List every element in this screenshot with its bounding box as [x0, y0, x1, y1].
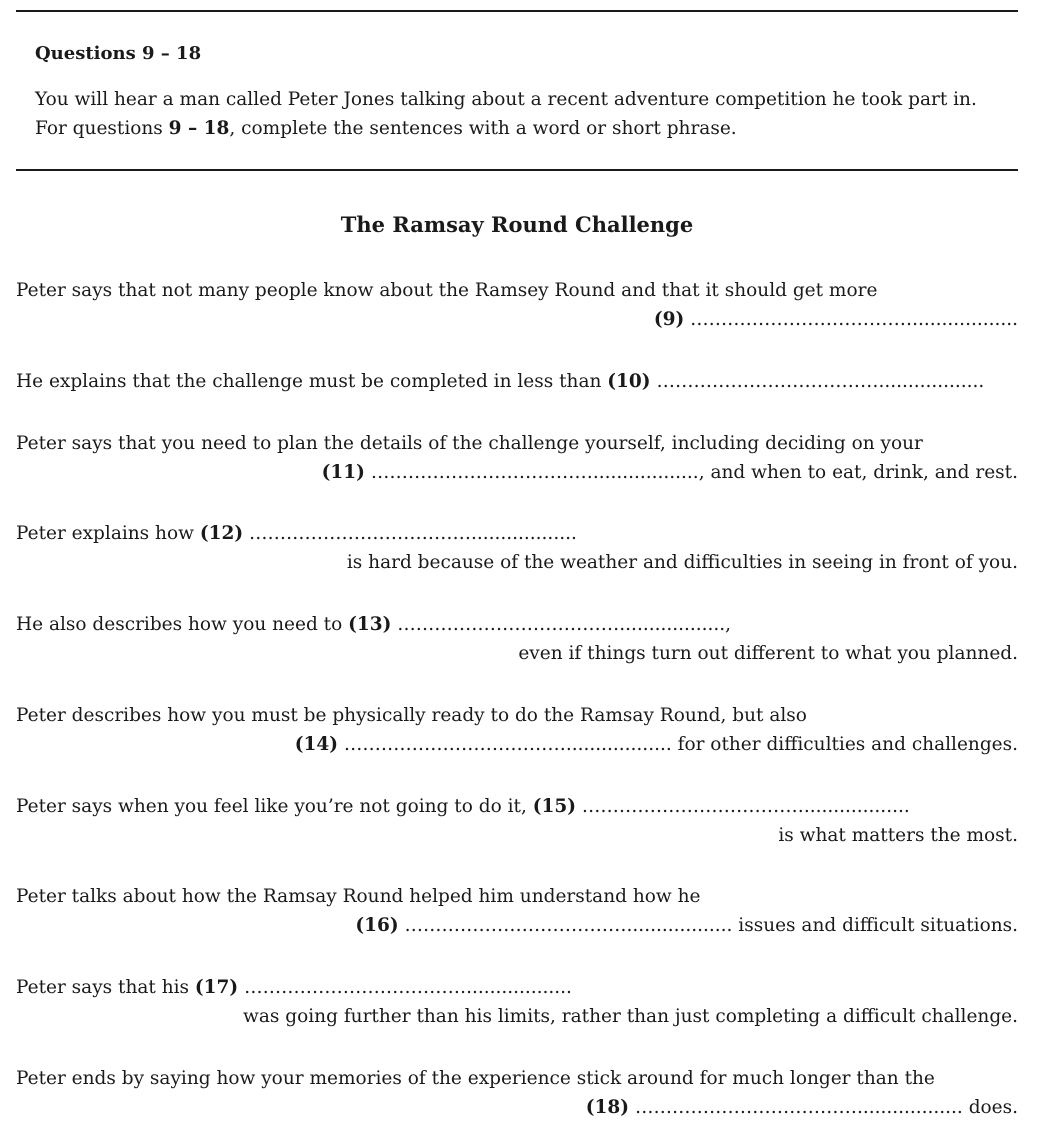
question-18-blank[interactable]: ……………………………….................. — [634, 1097, 963, 1118]
question-11-number: (11) — [321, 462, 365, 483]
question-13-text: He also describes how you need to — [16, 614, 349, 635]
question-10-number: (10) — [607, 371, 651, 392]
instructions-line-2-post: , complete the sentences with a word or short phrase. — [229, 118, 737, 139]
question-13 — [16, 610, 1018, 668]
question-12-line — [16, 519, 1018, 548]
top-divider — [16, 10, 1018, 12]
question-17-blank[interactable]: ……………………………….................. — [244, 977, 572, 998]
question-13-blank[interactable]: ……………………………….................. — [397, 614, 726, 635]
question-17-number: (17) — [194, 977, 239, 998]
question-11-after: , and when to eat, drink, and rest. — [698, 462, 1018, 483]
question-17 — [16, 973, 1018, 1031]
question-16-number: (16) — [355, 915, 399, 936]
question-13-number: (13) — [348, 614, 392, 635]
question-9-number: (9) — [653, 309, 685, 330]
question-9 — [16, 276, 1018, 334]
question-15-line — [16, 792, 1018, 821]
instructions-heading: Questions 9 – 18 — [35, 43, 202, 64]
question-16-text: Peter talks about how the Ramsay Round helped him understand how he — [16, 886, 701, 907]
question-16-answer-line — [16, 911, 1018, 940]
question-11 — [16, 429, 1018, 487]
question-17-line — [16, 973, 1018, 1002]
question-9-text: Peter says that not many people know about the Ramsey Round and that it should get more — [16, 280, 878, 301]
question-9-blank[interactable]: ……………………………….................. — [690, 309, 1018, 330]
question-12-number: (12) — [199, 523, 244, 544]
question-11-answer-line — [16, 458, 1018, 487]
question-15-blank[interactable]: ……………………………….................. — [581, 796, 910, 817]
worksheet-title: The Ramsay Round Challenge — [340, 212, 694, 237]
question-13-line — [16, 610, 1018, 639]
instructions-question-range: 9 – 18 — [168, 118, 230, 139]
question-10-blank[interactable]: ……………………………….................. — [656, 371, 985, 392]
question-15 — [16, 792, 1018, 850]
question-13-continuation: even if things turn out different to what you planned. — [518, 643, 1018, 664]
question-15-text: Peter says when you feel like you’re not going to do it, — [16, 796, 533, 817]
question-14-text: Peter describes how you must be physically ready to do the Ramsay Round, but also — [16, 705, 807, 726]
question-9-answer-line — [16, 305, 1018, 334]
question-10 — [16, 367, 1018, 396]
question-12-text: Peter explains how — [16, 523, 200, 544]
question-13-after: , — [725, 614, 732, 635]
instructions-line-1: You will hear a man called Peter Jones talking about a recent adventure competition he took part in. — [35, 89, 977, 110]
question-12 — [16, 519, 1018, 577]
question-12-blank[interactable]: ……………………………….................. — [248, 523, 577, 544]
question-15-number: (15) — [532, 796, 576, 817]
question-18-after: does. — [962, 1097, 1018, 1118]
question-16 — [16, 882, 1018, 940]
question-11-text: Peter says that you need to plan the details of the challenge yourself, including deciding on your — [16, 433, 923, 454]
question-17-text: Peter says that his — [16, 977, 195, 998]
question-15-continuation: is what matters the most. — [778, 825, 1018, 846]
instructions-line-2-pre: For questions — [35, 118, 169, 139]
question-14-answer-line — [16, 730, 1018, 759]
question-14-after: for other difficulties and challenges. — [671, 734, 1018, 755]
question-10-text: He explains that the challenge must be completed in less than — [16, 371, 608, 392]
question-14-number: (14) — [294, 734, 338, 755]
question-12-continuation: is hard because of the weather and difficulties in seeing in front of you. — [346, 552, 1018, 573]
question-11-blank[interactable]: ……………………………….................. — [370, 462, 699, 483]
question-14-blank[interactable]: ……………………………….................. — [343, 734, 672, 755]
question-16-blank[interactable]: ……………………………….................. — [404, 915, 733, 936]
section-divider — [16, 169, 1018, 171]
question-17-continuation: was going further than his limits, rather than just completing a difficult challenge. — [243, 1006, 1018, 1027]
instructions-line-2 — [35, 118, 737, 139]
question-14 — [16, 701, 1018, 759]
question-18-text: Peter ends by saying how your memories of the experience stick around for much longer than the — [16, 1068, 935, 1089]
question-18 — [16, 1064, 1018, 1122]
question-18-answer-line — [16, 1093, 1018, 1122]
question-10-line — [16, 367, 1018, 396]
question-16-after: issues and difficult situations. — [732, 915, 1018, 936]
question-18-number: (18) — [585, 1097, 630, 1118]
